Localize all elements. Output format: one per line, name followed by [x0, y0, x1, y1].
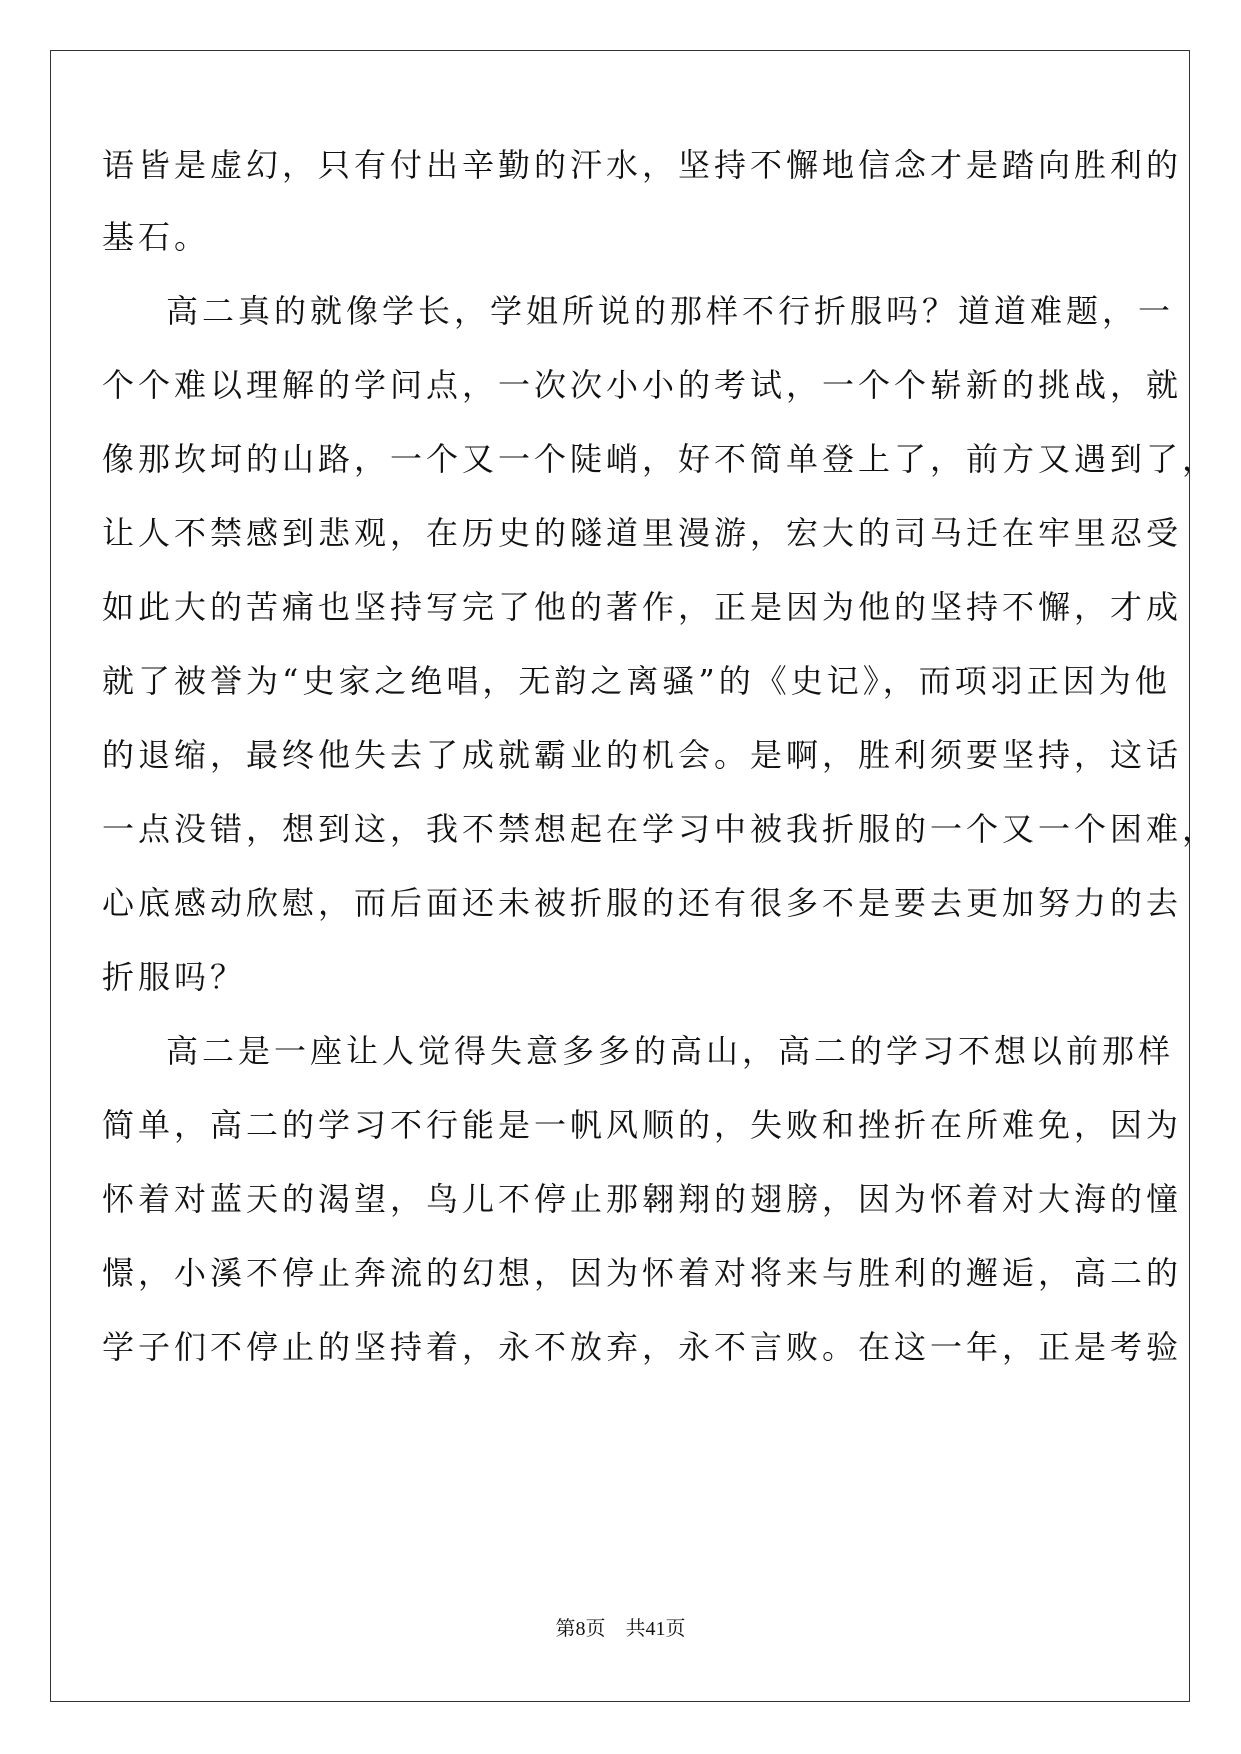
text-line: 基石。: [102, 218, 211, 256]
text-line: 个个难以理解的学问点，一次次小小的考试，一个个崭新的挑战，就: [102, 366, 1183, 404]
text-line: 语皆是虚幻，只有付出辛勤的汗水，坚持不懈地信念才是踏向胜利的: [102, 146, 1183, 184]
footer-total-unit: 页: [665, 1616, 686, 1640]
current-page-number: 8: [575, 1618, 586, 1640]
paragraph-start-line: 高二真的就像学长，学姐所说的那样不行折服吗？道道难题，一: [166, 292, 1175, 330]
text-line: 像那坎坷的山路，一个又一个陡峭，好不简单登上了，前方又遇到了，: [102, 440, 1219, 478]
paragraph-start-line: 高二是一座让人觉得失意多多的高山，高二的学习不想以前那样: [166, 1032, 1175, 1070]
text-line: 就了被誉为“史家之绝唱，无韵之离骚”的《史记》，而项羽正因为他: [102, 662, 1171, 700]
text-line: 简单，高二的学习不行能是一帆风顺的，失败和挫折在所难免，因为: [102, 1106, 1183, 1144]
footer-prefix: 第: [555, 1616, 576, 1640]
text-line: 让人不禁感到悲观，在历史的隧道里漫游，宏大的司马迁在牢里忍受: [102, 514, 1183, 552]
text-line: 憬，小溪不停止奔流的幻想，因为怀着对将来与胜利的邂逅，高二的: [102, 1254, 1183, 1292]
text-line: 折服吗？: [102, 958, 247, 996]
page-footer: [0, 1616, 1241, 1641]
text-line: 的退缩，最终他失去了成就霸业的机会。是啊，胜利须要坚持，这话: [102, 736, 1183, 774]
total-page-number: 41: [645, 1618, 666, 1640]
text-line: 怀着对蓝天的渴望，鸟儿不停止那翱翔的翅膀，因为怀着对大海的憧: [102, 1180, 1183, 1218]
text-line: 心底感动欣慰，而后面还未被折服的还有很多不是要去更加努力的去: [102, 884, 1183, 922]
text-line: 学子们不停止的坚持着，永不放弃，永不言败。在这一年，正是考验: [102, 1328, 1183, 1366]
footer-total-prefix: 共: [625, 1616, 646, 1640]
text-line: 如此大的苦痛也坚持写完了他的著作，正是因为他的坚持不懈，才成: [102, 588, 1183, 626]
footer-page-unit: 页: [585, 1616, 606, 1640]
text-line: 一点没错，想到这，我不禁想起在学习中被我折服的一个又一个困难，: [102, 810, 1219, 848]
